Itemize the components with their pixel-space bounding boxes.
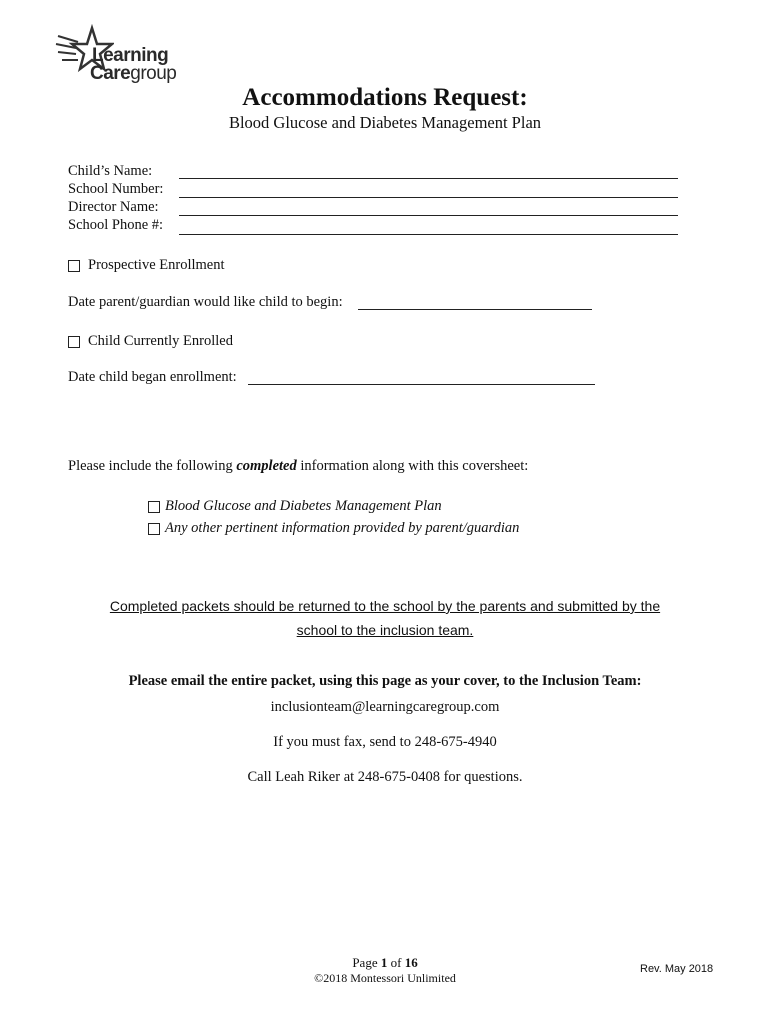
page-total: 16 xyxy=(404,955,418,970)
return-instruction-line-2: school to the inclusion team. xyxy=(296,622,474,638)
pertinent-info-checkbox[interactable] xyxy=(148,523,160,535)
page-title: Accommodations Request: xyxy=(242,84,528,111)
school-number-field[interactable] xyxy=(179,197,678,198)
logo-group-text: group xyxy=(130,63,177,84)
logo-line-2 xyxy=(90,64,176,83)
management-plan-label: Blood Glucose and Diabetes Management Plan xyxy=(165,498,442,514)
logo-care-text: Care xyxy=(90,63,131,84)
include-emphasis: completed xyxy=(236,458,297,474)
enrollment-date-label: Date child began enrollment: xyxy=(68,369,237,385)
prospective-enrollment-option[interactable] xyxy=(68,257,225,274)
include-prefix: Please include the following xyxy=(68,458,237,474)
currently-enrolled-checkbox[interactable] xyxy=(68,336,80,348)
childs-name-field[interactable] xyxy=(179,178,678,179)
start-date-label: Date parent/guardian would like child to begin: xyxy=(68,294,343,310)
include-item-option[interactable] xyxy=(148,520,519,537)
management-plan-checkbox[interactable] xyxy=(148,501,160,513)
currently-enrolled-label: Child Currently Enrolled xyxy=(88,333,233,349)
prospective-enrollment-checkbox[interactable] xyxy=(68,260,80,272)
page-subtitle: Blood Glucose and Diabetes Management Plan xyxy=(228,113,542,132)
school-phone-label: School Phone #: xyxy=(68,217,164,233)
pertinent-info-label: Any other pertinent information provided by parent/guardian xyxy=(165,520,520,536)
return-instruction-line-1: Completed packets should be returned to the school by the parents and submitted by the xyxy=(109,598,661,614)
school-phone-field[interactable] xyxy=(179,234,678,235)
director-name-label: Director Name: xyxy=(68,199,159,215)
currently-enrolled-option[interactable] xyxy=(68,333,233,350)
revision-date: Rev. May 2018 xyxy=(640,963,714,975)
company-logo xyxy=(54,24,184,84)
page-current: 1 xyxy=(380,955,388,970)
childs-name-label: Child’s Name: xyxy=(68,163,153,179)
page-prefix: Page xyxy=(352,955,381,970)
prospective-enrollment-label: Prospective Enrollment xyxy=(88,257,225,273)
copyright: ©2018 Montessori Unlimited xyxy=(314,971,456,985)
logo-line-1: Learning xyxy=(92,45,169,66)
include-item-option[interactable] xyxy=(148,498,442,515)
include-instructions xyxy=(68,458,528,475)
start-date-field[interactable] xyxy=(358,309,592,310)
call-instruction: Call Leah Riker at 248-675-0408 for questions. xyxy=(247,769,523,785)
email-heading: Please email the entire packet, using this page as your cover, to the Inclusion Team: xyxy=(128,673,642,689)
school-number-label: School Number: xyxy=(68,181,164,197)
email-address: inclusionteam@learningcaregroup.com xyxy=(270,699,500,715)
director-name-field[interactable] xyxy=(179,215,678,216)
enrollment-date-field[interactable] xyxy=(248,384,595,385)
include-suffix: information along with this coversheet: xyxy=(296,458,529,474)
fax-instruction: If you must fax, send to 248-675-4940 xyxy=(273,734,497,750)
page-mid: of xyxy=(387,955,405,970)
return-instruction xyxy=(100,594,670,642)
